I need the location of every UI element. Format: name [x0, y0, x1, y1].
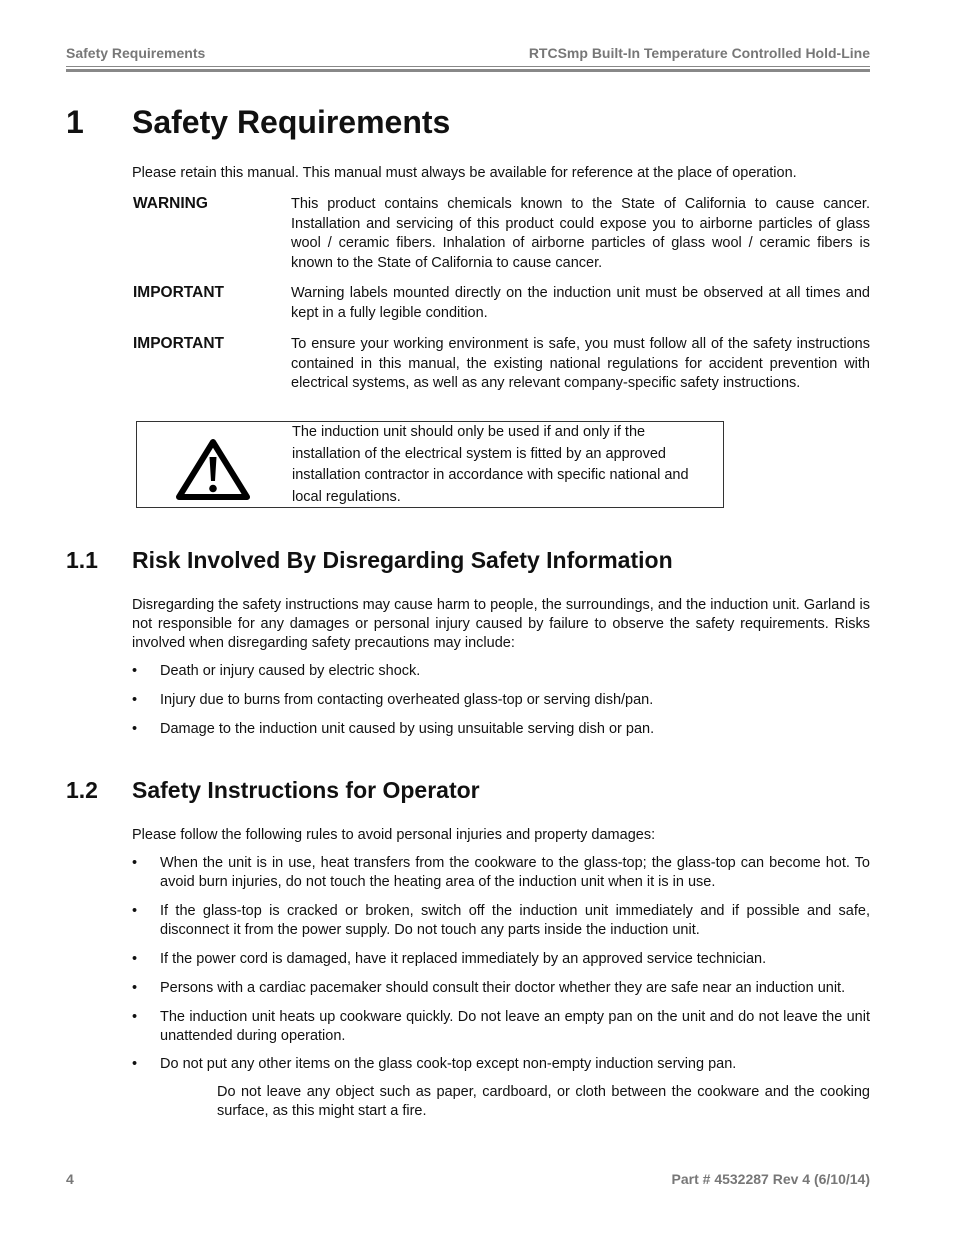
section-paragraph: Please follow the following rules to avoid personal injuries and property damages: [132, 827, 656, 843]
important-label: IMPORTANT [133, 284, 224, 301]
list-item-text: Injury due to burns from contacting overheated glass-top or serving dish/pan. [160, 692, 654, 708]
warning-triangle-icon [175, 437, 251, 501]
warning-label: WARNING [133, 195, 208, 212]
list-item [132, 854, 870, 892]
bullet-marker: • [132, 855, 138, 871]
caution-line: The induction unit should only be used if and only if the [292, 424, 646, 440]
chapter-number: 1 [66, 104, 84, 140]
caution-line: installation contractor in accordance with specific national and [292, 467, 689, 483]
section-title: Safety Instructions for Operator [132, 777, 480, 803]
list-item [132, 720, 870, 739]
list-item-text: The induction unit heats up cookware quickly. Do not leave an empty pan on the unit and do not leave the unit unattended during operation. [160, 1009, 870, 1044]
part-number: Part # 4532287 Rev 4 (6/10/14) [671, 1171, 870, 1187]
running-header-title: RTCSmp Built-In Temperature Controlled Hold-Line [528, 45, 870, 61]
intro-paragraph: Please retain this manual. This manual must always be available for reference at the place of operation. [132, 165, 797, 181]
caution-text [292, 422, 712, 508]
bullet-marker: • [132, 721, 138, 737]
list-item [132, 902, 870, 940]
list-item-text: When the unit is in use, heat transfers from the cookware to the glass-top; the glass-top can become hot. To avoid burn injuries, do not touch the heating area of the induction unit when it is in use. [160, 855, 870, 890]
bullet-marker: • [132, 692, 138, 708]
bullet-marker: • [132, 951, 138, 967]
important-text: Warning labels mounted directly on the induction unit must be observed at all times and kept in a fully legible condition. [291, 285, 870, 321]
sub-paragraph: Do not leave any object such as paper, cardboard, or cloth between the cookware and the cooking surface, as this might start a fire. [217, 1084, 870, 1119]
caution-line: local regulations. [292, 488, 401, 505]
section-number: 1.2 [66, 777, 98, 803]
caution-box [136, 421, 724, 508]
list-item [132, 979, 870, 998]
important-text: To ensure your working environment is safe, you must follow all of the safety instructions contained in this manual, the existing national regulations for accident prevention with electrical systems, as well as any relevant company-specific safety instructions. [291, 336, 870, 391]
bullet-marker: • [132, 1009, 138, 1025]
list-item-text: Do not put any other items on the glass cook-top except non-empty induction serving pan. [160, 1056, 737, 1072]
bullet-marker: • [132, 663, 138, 679]
header-rule-thick [66, 69, 870, 72]
list-item [132, 691, 870, 710]
bullet-marker: • [132, 903, 138, 919]
chapter-title: Safety Requirements [132, 104, 451, 140]
list-item [132, 1055, 870, 1074]
running-header-section: Safety Requirements [66, 45, 206, 61]
section-number: 1.1 [66, 547, 98, 573]
list-item [132, 1008, 870, 1046]
list-item [132, 950, 870, 969]
warning-text: This product contains chemicals known to the State of California to cause cancer. Installation and servicing of this product could expose you to airborne particles of glass wool / ceramic fibers. Inhalation of airborne particles of glass wool / ceramic fibers is known to the State of California to cause cancer. [291, 196, 870, 271]
list-item-text: Persons with a cardiac pacemaker should consult their doctor whether they are safe near an induction unit. [160, 980, 846, 996]
section-paragraph: Disregarding the safety instructions may cause harm to people, the surroundings, and the induction unit. Garland is not responsible for any damages or personal injury caused by failure to observe the safety requirements. Risks involved when disregarding safety precautions may include: [132, 597, 870, 651]
list-item-text: Damage to the induction unit caused by using unsuitable serving dish or pan. [160, 721, 655, 737]
section-title: Risk Involved By Disregarding Safety Information [132, 547, 673, 573]
list-item-text: If the power cord is damaged, have it replaced immediately by an approved service technician. [160, 951, 767, 967]
bullet-marker: • [132, 980, 138, 996]
page-number: 4 [66, 1171, 74, 1187]
bullet-marker: • [132, 1056, 138, 1072]
list-item-text: Death or injury caused by electric shock. [160, 663, 421, 679]
list-item-text: If the glass-top is cracked or broken, switch off the induction unit immediately and if possible and safe, disconnect it from the power supply. Do not touch any parts inside the induction unit. [160, 903, 870, 938]
header-rule [66, 66, 870, 67]
caution-line: installation of the electrical system is fitted by an approved [292, 445, 666, 462]
important-label: IMPORTANT [133, 335, 224, 352]
list-item [132, 662, 870, 681]
